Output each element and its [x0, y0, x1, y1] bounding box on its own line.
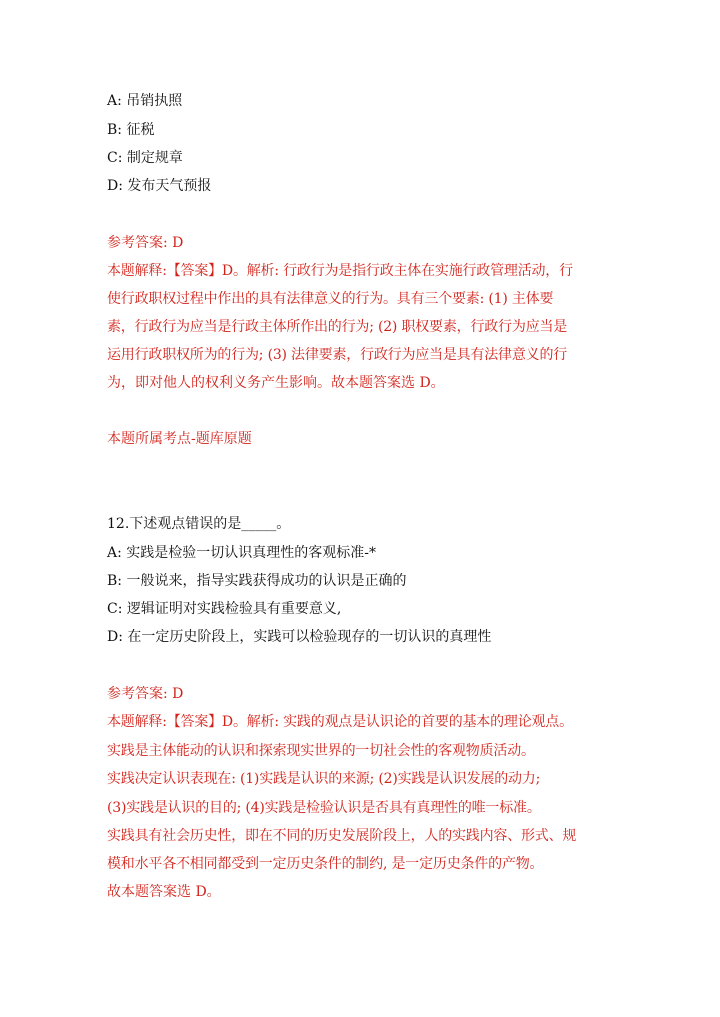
q11-option-b: B: 征税 [107, 122, 155, 138]
q11-option-c: C: 制定规章 [107, 150, 183, 166]
q12-option-c: C: 逻辑证明对实践检验具有重要意义, [107, 601, 342, 617]
q11-answer: 参考答案: D [107, 235, 184, 251]
q12-explanation-line-1: 本题解释:【答案】D。解析: 实践的观点是认识论的首要的基本的理论观点。 [107, 714, 573, 730]
q11-source: 本题所属考点-题库原题 [107, 431, 252, 447]
q11-explanation-line-4: 运用行政职权所为的行为; (3) 法律要素，行政行为应当是具有法律意义的行 [107, 347, 568, 363]
q12-explanation-line-2: 实践是主体能动的认识和探索现实世界的一切社会性的客观物质活动。 [107, 743, 535, 759]
q12-explanation-line-4: (3)实践是认识的目的; (4)实践是检验认识是否具有真理性的唯一标准。 [107, 800, 541, 816]
q12-option-d: D: 在一定历史阶段上，实践可以检验现存的一切认识的真理性 [107, 629, 492, 645]
q12-option-b: B: 一般说来，指导实践获得成功的认识是正确的 [107, 573, 407, 589]
q12-explanation-line-3: 实践决定认识表现在: (1)实践是认识的来源; (2)实践是认识发展的动力; [107, 771, 541, 787]
q12-explanation-line-5: 实践具有社会历史性，即在不同的历史发展阶段上，人的实践内容、形式、规 [107, 828, 577, 844]
q12-answer: 参考答案: D [107, 686, 184, 702]
q11-option-a: A: 吊销执照 [107, 93, 183, 109]
q11-option-d: D: 发布天气预报 [107, 178, 212, 194]
q12-explanation-line-6: 模和水平各不相同都受到一定历史条件的制约, 是一定历史条件的产物。 [107, 856, 544, 872]
q11-explanation-line-3: 素，行政行为应当是行政主体所作出的行为; (2) 职权要素，行政行为应当是 [107, 319, 568, 335]
q11-explanation-line-2: 使行政职权过程中作出的具有法律意义的行为。具有三个要素: (1) 主体要 [107, 291, 554, 307]
q12-explanation-line-7: 故本题答案选 D。 [107, 884, 221, 900]
q11-explanation-line-1: 本题解释:【答案】D。解析: 行政行为是指行政主体在实施行政管理活动，行 [107, 263, 573, 279]
q12-stem: 12.下述观点错误的是_____。 [107, 516, 291, 532]
q12-option-a: A: 实践是检验一切认识真理性的客观标准-* [107, 545, 377, 561]
q11-explanation-line-5: 为，即对他人的权利义务产生影响。故本题答案选 D。 [107, 375, 445, 391]
